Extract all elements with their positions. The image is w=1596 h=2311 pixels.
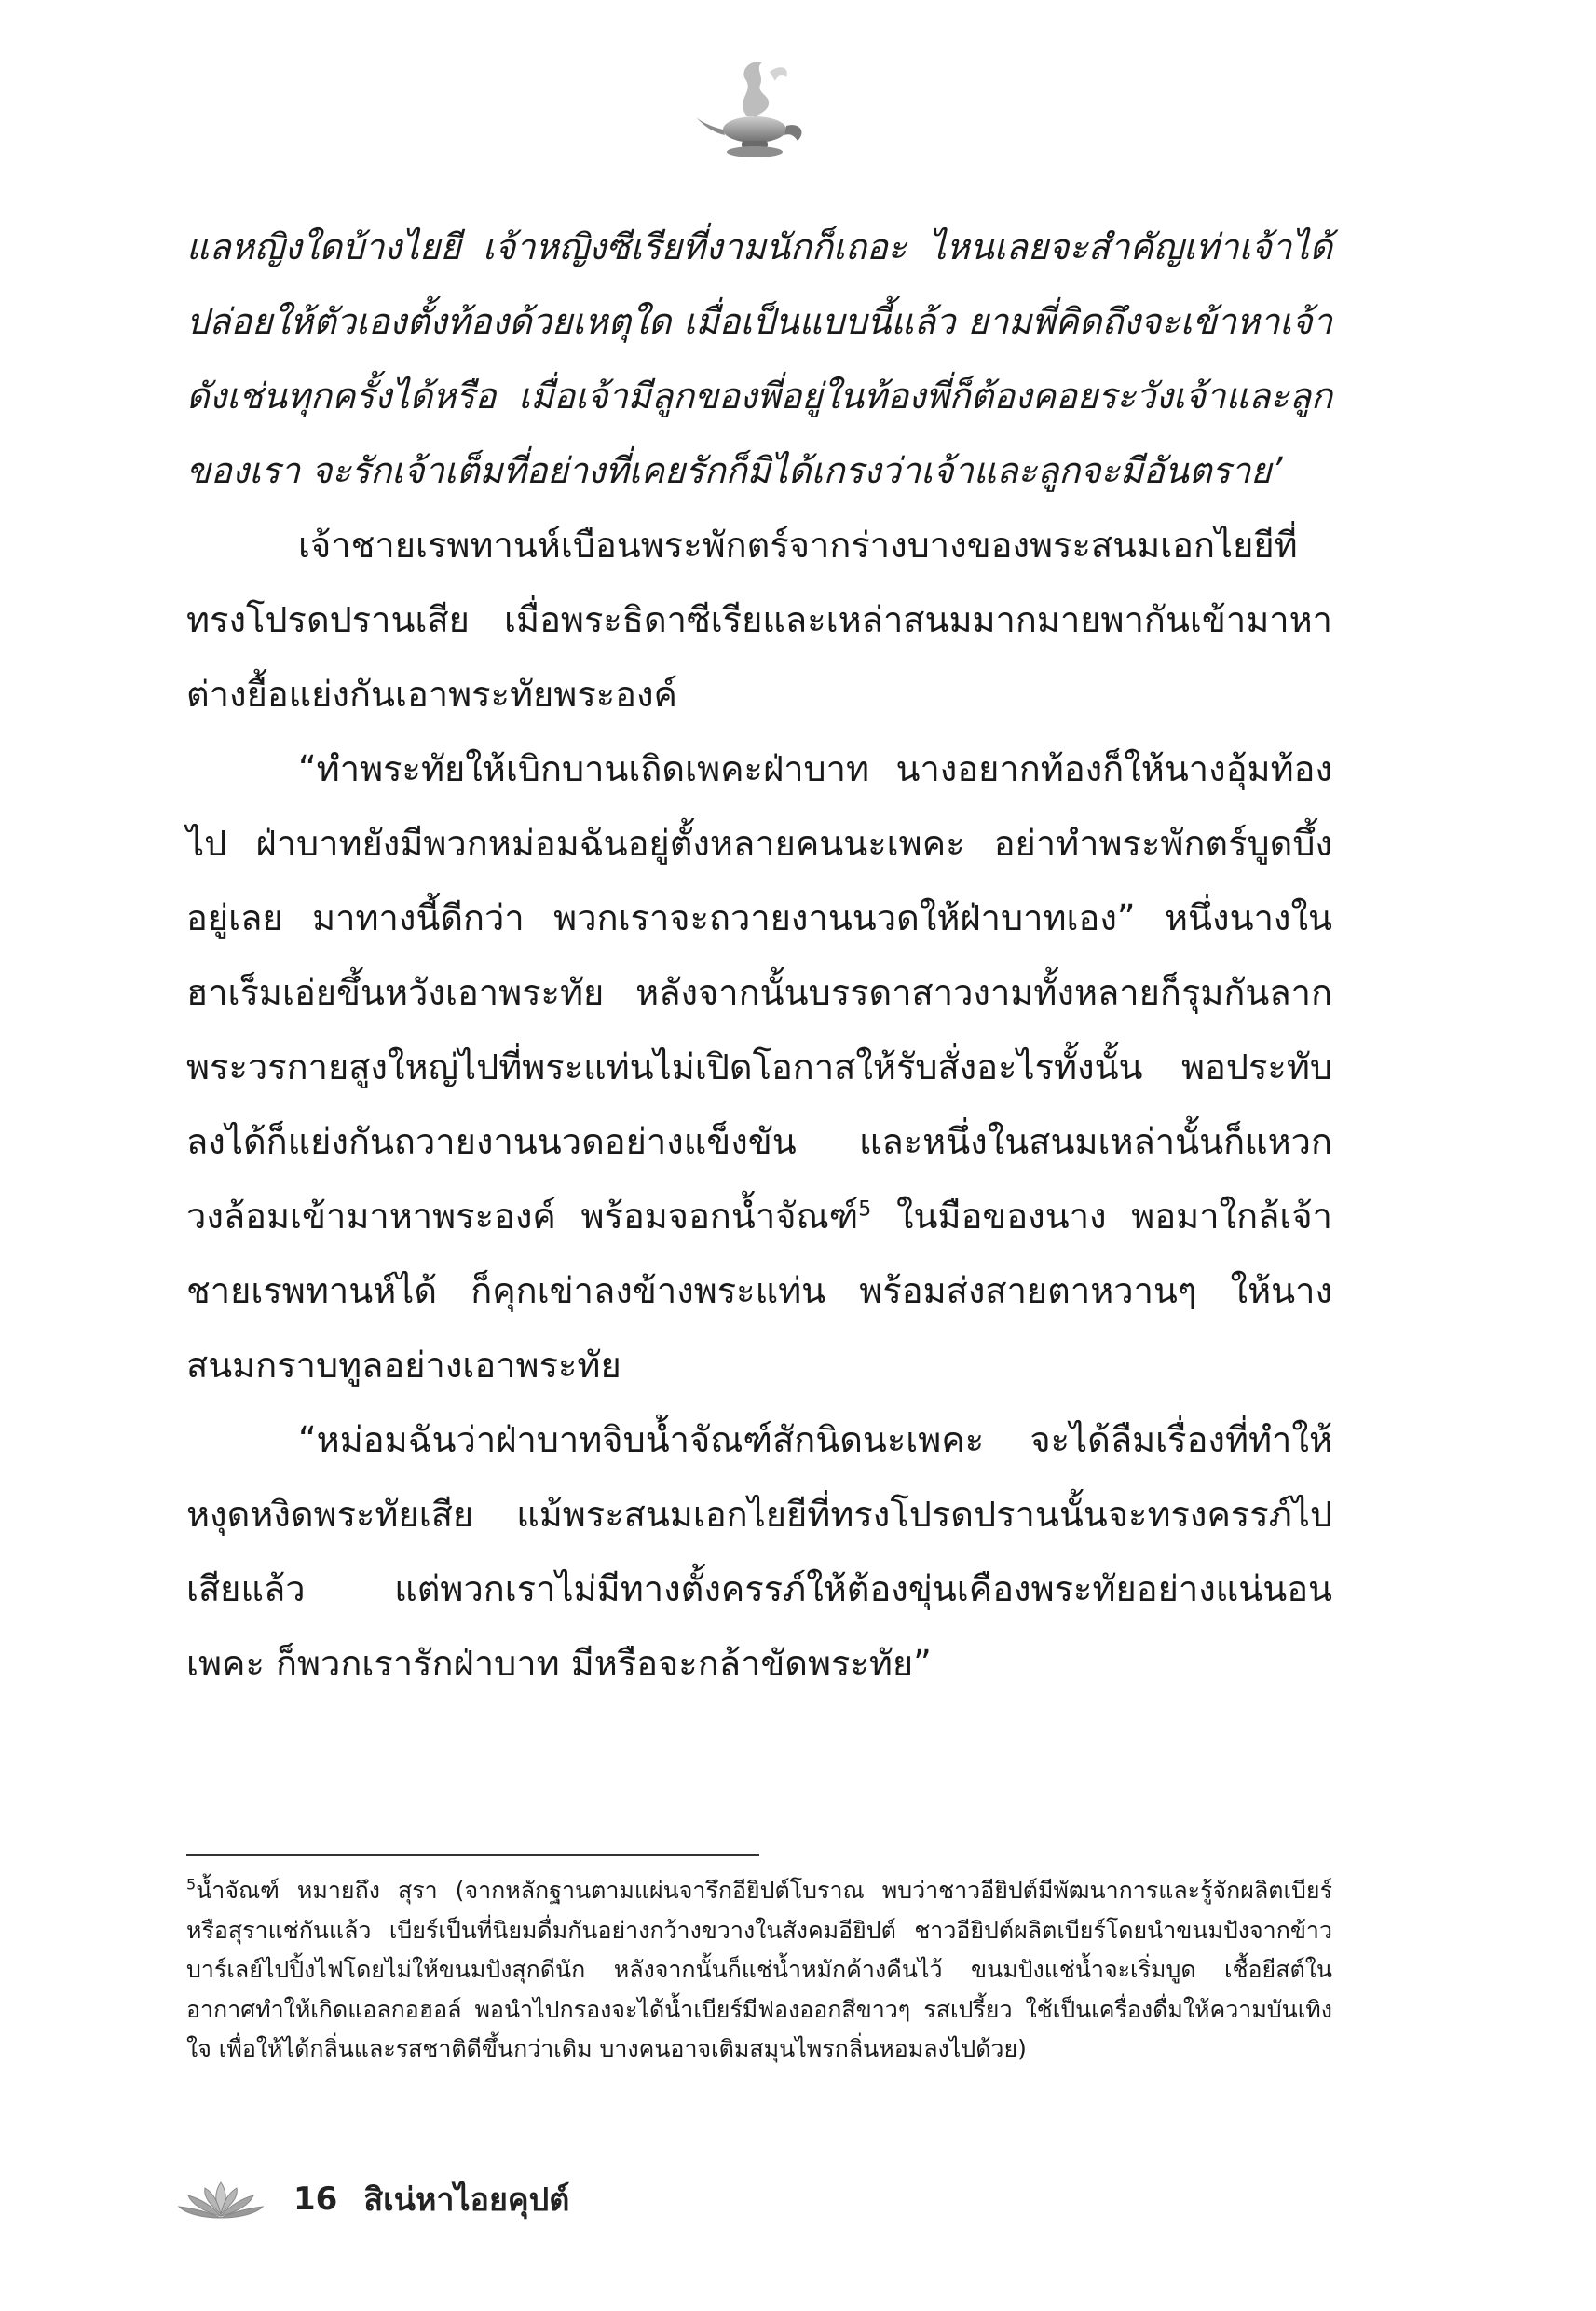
page-footer [177, 2171, 569, 2227]
book-title: สิเน่หาไอยคุปต์ [363, 2181, 570, 2219]
footnote-divider [186, 1854, 759, 1856]
footnote [186, 1871, 1332, 2070]
body-text [186, 210, 1332, 1701]
paragraph-text: ในมือของนาง พอมาใกล้เจ้าชายเรพทานห์ได้ ก็คุกเข่าลงข้างพระแท่น พร้อมส่งสายตาหวานๆ ให้นางสนมกราบทูลอย่างเอาพระทัย [186, 1196, 1332, 1386]
paragraph: “หม่อมฉันว่าฝ่าบาทจิบน้ำจัณฑ์สักนิดนะเพคะ จะได้ลืมเรื่องที่ทำให้หงุดหงิดพระทัยเสีย แม้พระสนมเอกไยยีที่ทรงโปรดปรานนั้นจะทรงครรภ์ไปเสียแล้ว แต่พวกเราไม่มีทางตั้งครรภ์ให้ต้องขุ่นเคืองพระทัยอย่างแน่นอนเพคะ ก็พวกเรารักฝ่าบาท มีหรือจะกล้าขัดพระทัย” [186, 1419, 1332, 1684]
footnote-reference[interactable]: 5 [858, 1197, 872, 1222]
footnote-number: 5 [186, 1875, 197, 1894]
paragraph-text: “ทำพระทัยให้เบิกบานเถิดเพคะฝ่าบาท นางอยากท้องก็ให้นางอุ้มท้องไป ฝ่าบาทยังมีพวกหม่อมฉันอยู่ตั้งหลายคนนะเพคะ อย่าทำพระพักตร์บูดบึ้งอยู่เลย มาทางนี้ดีกว่า พวกเราจะถวายงานนวดให้ฝ่าบาทเอง” หนึ่งนางในฮาเร็มเอ่ยขึ้นหวังเอาพระทัย หลังจากนั้นบรรดาสาวงามทั้งหลายก็รุมกันลากพระวรกายสูงใหญ่ไปที่พระแท่นไม่เปิดโอกาสให้รับสั่งอะไรทั้งนั้น พอประทับลงได้ก็แย่งกันถวายงานนวดอย่างแข็งขัน และหนึ่งในสนมเหล่านั้นก็แหวกวงล้อมเข้ามาหาพระองค์ พร้อมจอกน้ำจัณฑ์ [186, 748, 1332, 1237]
footnote-text: น้ำจัณฑ์ หมายถึง สุรา (จากหลักฐานตามแผ่นจารึกอียิปต์โบราณ พบว่าชาวอียิปต์มีพัฒนาการและรู้จักผลิตเบียร์หรือสุราแช่กันแล้ว เบียร์เป็นที่นิยมดื่มกันอย่างกว้างขวางในสังคมอียิปต์ ชาวอียิปต์ผลิตเบียร์โดยนำขนมปังจากข้าวบาร์เลย์ไปปิ้งไฟโดยไม่ให้ขนมปังสุกดีนัก หลังจากนั้นก็แช่น้ำหมักค้างคืนไว้ ขนมปังแช่น้ำจะเริ่มบูด เชื้อยีสต์ในอากาศทำให้เกิดแอลกอฮอล์ พอนำไปกรองจะได้น้ำเบียร์มีฟองออกสีขาวๆ รสเปรี้ยว ใช้เป็นเครื่องดื่มให้ความบันเทิงใจ เพื่อให้ได้กลิ่นและรสชาติดีขึ้นกว่าเดิม บางคนอาจเติมสมุนไพรกลิ่นหอมลงไปด้วย) [186, 1877, 1332, 2062]
lotus-icon [177, 2177, 266, 2222]
page-number: 16 [293, 2181, 338, 2218]
paragraph-italic-dialogue: แลหญิงใดบ้างไยยี เจ้าหญิงซีเรียที่งามนักก็เถอะ ไหนเลยจะสำคัญเท่าเจ้าได้ ปล่อยให้ตัวเองตั้งท้องด้วยเหตุใด เมื่อเป็นแบบนี้แล้ว ยามพี่คิดถึงจะเข้าหาเจ้าดังเช่นทุกครั้งได้หรือ เมื่อเจ้ามีลูกของพี่อยู่ในท้องพี่ก็ต้องคอยระวังเจ้าและลูกของเรา จะรักเจ้าเต็มที่อย่างที่เคยรักก็มิได้เกรงว่าเจ้าและลูกจะมีอันตราย’ [186, 226, 1332, 491]
paragraph: เจ้าชายเรพทานห์เบือนพระพักตร์จากร่างบางของพระสนมเอกไยยีที่ทรงโปรดปรานเสีย เมื่อพระธิดาซีเรียและเหล่าสนมมากมายพากันเข้ามาหา ต่างยื้อแย่งกันเอาพระทัยพระองค์ [186, 525, 1332, 715]
oil-lamp-genie-icon [689, 51, 820, 163]
paragraph [186, 732, 1332, 1402]
